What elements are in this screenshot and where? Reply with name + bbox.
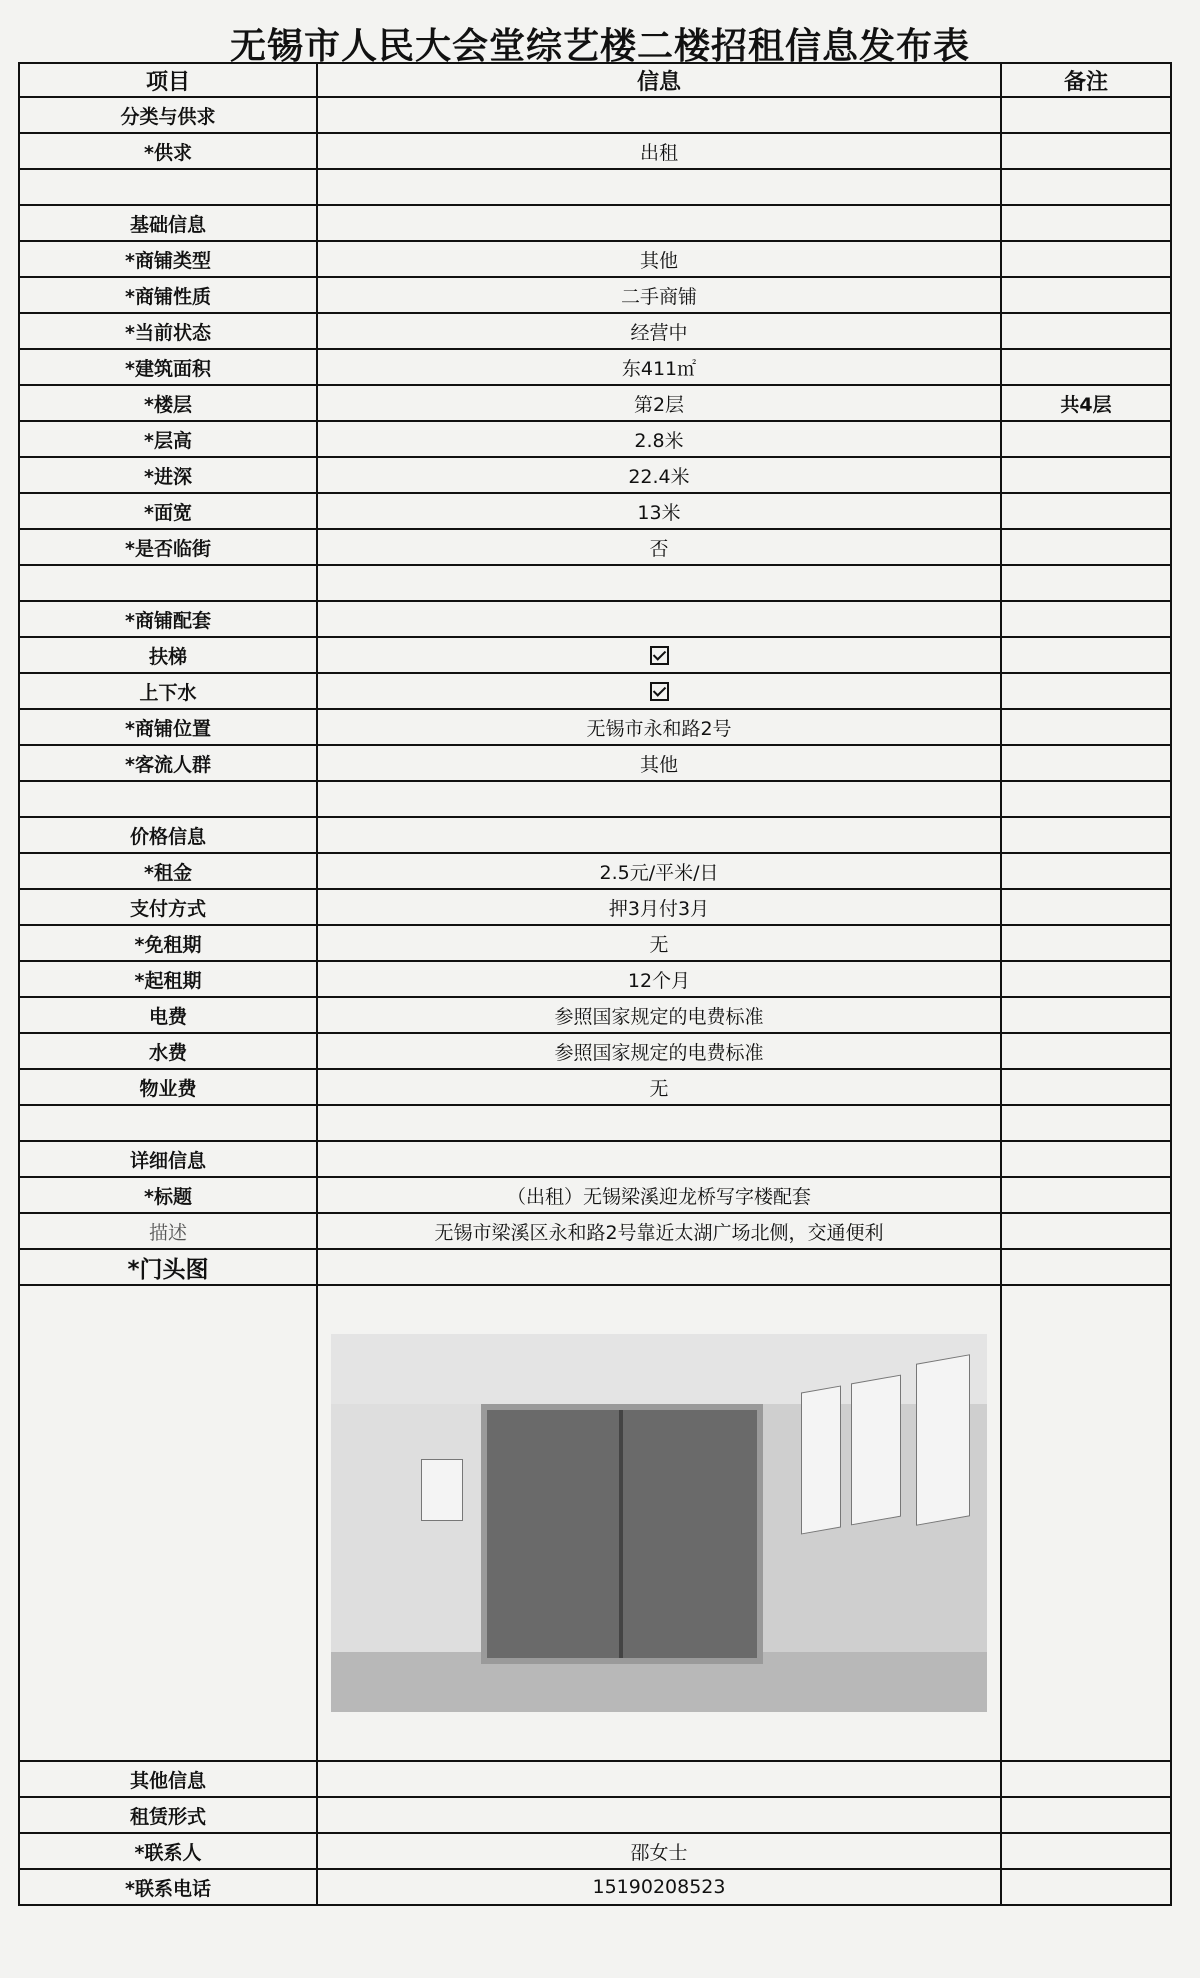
checked-checkbox-icon	[650, 646, 669, 665]
checked-checkbox-icon	[650, 682, 669, 701]
item-label: *客流人群	[19, 745, 317, 781]
table-row	[19, 493, 1171, 529]
note-cell	[1001, 745, 1171, 781]
info-cell: 无锡市永和路2号	[317, 709, 1001, 745]
item-label	[19, 169, 317, 205]
item-label: 其他信息	[19, 1761, 317, 1797]
info-cell: 无	[317, 1069, 1001, 1105]
info-cell: 东411㎡	[317, 349, 1001, 385]
info-cell: 2.5元/平米/日	[317, 853, 1001, 889]
info-cell	[317, 601, 1001, 637]
note-cell	[1001, 673, 1171, 709]
item-label: *起租期	[19, 961, 317, 997]
table-header-row	[19, 63, 1171, 97]
note-cell	[1001, 817, 1171, 853]
item-label	[19, 565, 317, 601]
note-cell	[1001, 1761, 1171, 1797]
note-cell: 共4层	[1001, 385, 1171, 421]
table-row	[19, 385, 1171, 421]
table-row	[19, 1141, 1171, 1177]
item-label: 分类与供求	[19, 97, 317, 133]
item-label	[19, 1105, 317, 1141]
item-label: *当前状态	[19, 313, 317, 349]
info-cell	[317, 205, 1001, 241]
note-cell	[1001, 205, 1171, 241]
info-cell: （出租）无锡梁溪迎龙桥写字楼配套	[317, 1177, 1001, 1213]
info-cell: 押3月付3月	[317, 889, 1001, 925]
table-row	[19, 421, 1171, 457]
info-cell: 邵女士	[317, 1833, 1001, 1869]
info-cell: 13米	[317, 493, 1001, 529]
note-cell	[1001, 97, 1171, 133]
item-label: *商铺性质	[19, 277, 317, 313]
table-row	[19, 205, 1171, 241]
note-cell	[1001, 853, 1171, 889]
info-cell: 参照国家规定的电费标准	[317, 1033, 1001, 1069]
note-cell	[1001, 709, 1171, 745]
table-row	[19, 349, 1171, 385]
note-cell	[1001, 1833, 1171, 1869]
listing-table	[18, 62, 1172, 1906]
item-label: *建筑面积	[19, 349, 317, 385]
table-row	[19, 961, 1171, 997]
info-cell	[317, 169, 1001, 205]
table-row	[19, 637, 1171, 673]
info-cell: 其他	[317, 745, 1001, 781]
info-cell	[317, 97, 1001, 133]
info-cell	[317, 817, 1001, 853]
note-cell	[1001, 1249, 1171, 1285]
table-row	[19, 817, 1171, 853]
note-cell	[1001, 781, 1171, 817]
info-cell: 无锡市梁溪区永和路2号靠近太湖广场北侧，交通便利	[317, 1213, 1001, 1249]
info-cell: 否	[317, 529, 1001, 565]
note-cell	[1001, 529, 1171, 565]
header-item: 项目	[19, 63, 317, 97]
note-cell	[1001, 565, 1171, 601]
info-cell	[317, 565, 1001, 601]
table-row	[19, 889, 1171, 925]
note-cell	[1001, 889, 1171, 925]
info-cell	[317, 781, 1001, 817]
table-row	[19, 673, 1171, 709]
item-label: 详细信息	[19, 1141, 317, 1177]
note-cell	[1001, 1869, 1171, 1905]
table-row	[19, 1033, 1171, 1069]
note-cell	[1001, 961, 1171, 997]
note-cell	[1001, 1141, 1171, 1177]
info-cell: 经营中	[317, 313, 1001, 349]
table-row	[19, 997, 1171, 1033]
storefront-photo	[331, 1334, 987, 1712]
note-cell	[1001, 277, 1171, 313]
note-cell	[1001, 421, 1171, 457]
note-cell	[1001, 1177, 1171, 1213]
table-row	[19, 277, 1171, 313]
item-label: 扶梯	[19, 637, 317, 673]
note-cell	[1001, 493, 1171, 529]
info-cell	[317, 1105, 1001, 1141]
item-label: *楼层	[19, 385, 317, 421]
header-notes: 备注	[1001, 63, 1171, 97]
info-cell	[317, 637, 1001, 673]
info-cell: 出租	[317, 133, 1001, 169]
item-label: *租金	[19, 853, 317, 889]
table-row	[19, 1105, 1171, 1141]
info-cell	[317, 1797, 1001, 1833]
info-cell: 15190208523	[317, 1869, 1001, 1905]
document-title: 无锡市人民大会堂综艺楼二楼招租信息发布表	[229, 26, 970, 67]
item-label: 物业费	[19, 1069, 317, 1105]
table-row	[19, 601, 1171, 637]
item-label: 上下水	[19, 673, 317, 709]
item-label: 价格信息	[19, 817, 317, 853]
table-row	[19, 1069, 1171, 1105]
note-cell	[1001, 925, 1171, 961]
item-label: 支付方式	[19, 889, 317, 925]
table-row	[19, 1797, 1171, 1833]
item-label: *商铺位置	[19, 709, 317, 745]
table-row	[19, 565, 1171, 601]
table-row	[19, 97, 1171, 133]
item-label: *联系人	[19, 1833, 317, 1869]
table-row	[19, 169, 1171, 205]
table-row	[19, 133, 1171, 169]
note-cell	[1001, 1213, 1171, 1249]
table-row	[19, 241, 1171, 277]
info-cell	[317, 673, 1001, 709]
info-cell: 其他	[317, 241, 1001, 277]
table-row	[19, 1213, 1171, 1249]
table-row	[19, 457, 1171, 493]
item-label: *是否临街	[19, 529, 317, 565]
table-row	[19, 529, 1171, 565]
table-row	[19, 1177, 1171, 1213]
item-label: 租赁形式	[19, 1797, 317, 1833]
info-cell	[317, 1249, 1001, 1285]
item-label: *进深	[19, 457, 317, 493]
note-cell	[1001, 457, 1171, 493]
item-label: 基础信息	[19, 205, 317, 241]
item-label	[19, 781, 317, 817]
item-label: *供求	[19, 133, 317, 169]
table-row	[19, 1249, 1171, 1285]
item-label: 描述	[19, 1213, 317, 1249]
table-row	[19, 925, 1171, 961]
note-cell	[1001, 313, 1171, 349]
info-cell: 无	[317, 925, 1001, 961]
table-row	[19, 853, 1171, 889]
item-label: *层高	[19, 421, 317, 457]
item-label: *联系电话	[19, 1869, 317, 1905]
item-label: *面宽	[19, 493, 317, 529]
item-label: 水费	[19, 1033, 317, 1069]
empty-cell	[19, 1285, 317, 1761]
note-cell	[1001, 1797, 1171, 1833]
note-cell	[1001, 1105, 1171, 1141]
info-cell: 第2层	[317, 385, 1001, 421]
storefront-image-row	[19, 1285, 1171, 1761]
note-cell	[1001, 601, 1171, 637]
note-cell	[1001, 133, 1171, 169]
item-label: *商铺类型	[19, 241, 317, 277]
info-cell: 参照国家规定的电费标准	[317, 997, 1001, 1033]
note-cell	[1001, 169, 1171, 205]
empty-cell	[1001, 1285, 1171, 1761]
header-info: 信息	[317, 63, 1001, 97]
table-row	[19, 313, 1171, 349]
note-cell	[1001, 241, 1171, 277]
table-row	[19, 1869, 1171, 1905]
info-cell: 2.8米	[317, 421, 1001, 457]
table-row	[19, 745, 1171, 781]
info-cell	[317, 1141, 1001, 1177]
image-cell	[317, 1285, 1001, 1761]
item-label: *免租期	[19, 925, 317, 961]
info-cell: 12个月	[317, 961, 1001, 997]
note-cell	[1001, 997, 1171, 1033]
info-cell: 二手商铺	[317, 277, 1001, 313]
note-cell	[1001, 637, 1171, 673]
table-row	[19, 709, 1171, 745]
item-label: *门头图	[19, 1249, 317, 1285]
info-cell	[317, 1761, 1001, 1797]
table-row	[19, 1761, 1171, 1797]
item-label: 电费	[19, 997, 317, 1033]
info-cell: 22.4米	[317, 457, 1001, 493]
table-row	[19, 1833, 1171, 1869]
item-label: *商铺配套	[19, 601, 317, 637]
note-cell	[1001, 349, 1171, 385]
note-cell	[1001, 1069, 1171, 1105]
item-label: *标题	[19, 1177, 317, 1213]
note-cell	[1001, 1033, 1171, 1069]
table-row	[19, 781, 1171, 817]
